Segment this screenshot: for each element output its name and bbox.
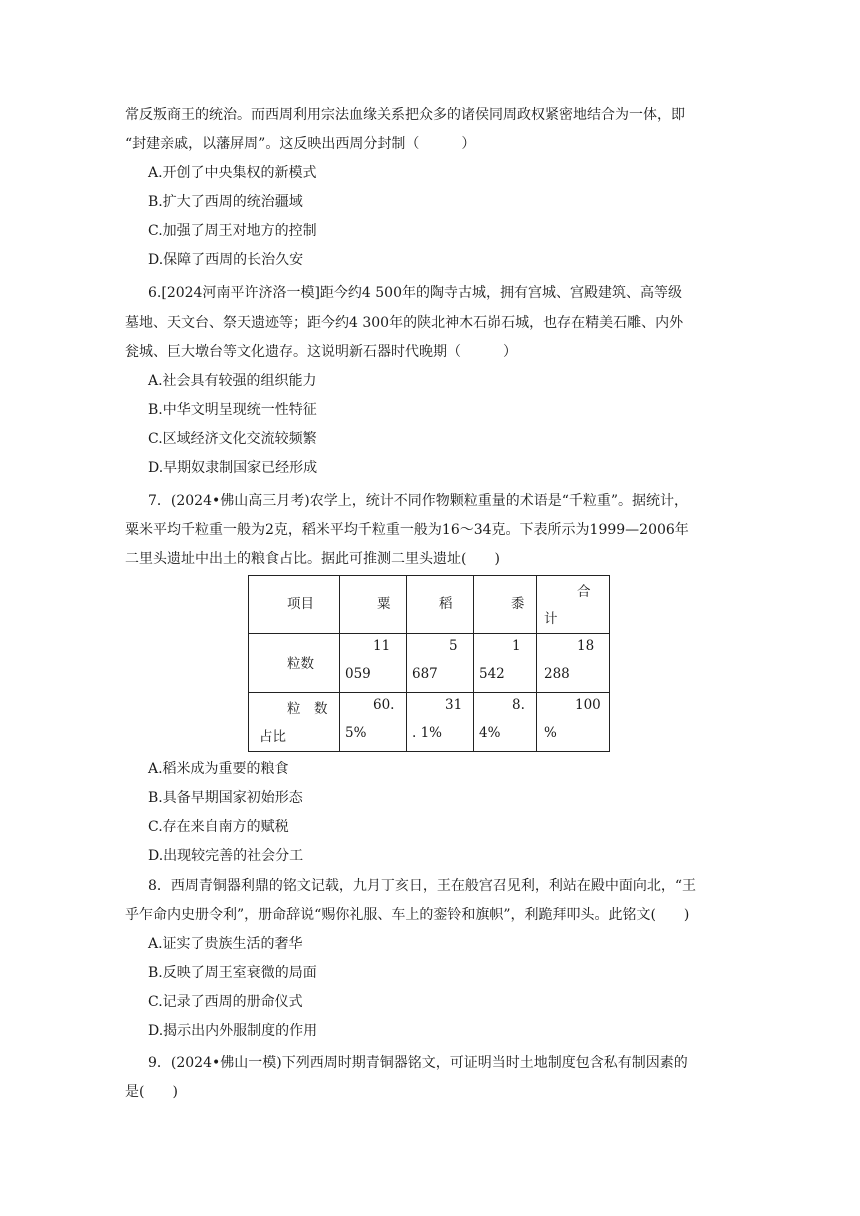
q8-option-a: A.证实了贵族生活的奢华 <box>148 936 303 952</box>
ratio-su-1: 60. <box>373 697 395 713</box>
q7-option-a: A.稻米成为重要的粮食 <box>148 761 289 777</box>
question-6-stem-line-3: 瓮城、巨大墩台等文化遗存。这说明新石器时代晚期（ ） <box>125 344 517 360</box>
header-cell-item <box>249 576 340 634</box>
grain-ratio-table <box>248 575 610 752</box>
question-7-stem-line-3: 二里头遗址中出土的粮食占比。据此可推测二里头遗址( ) <box>125 551 500 567</box>
header-cell-shu <box>474 576 537 634</box>
header-total-label-2: 计 <box>544 611 558 627</box>
ratio-total-2: % <box>544 725 557 741</box>
ratio-dao-cell <box>407 693 474 752</box>
count-label: 粒数 <box>287 656 314 672</box>
ratio-shu-cell <box>474 693 537 752</box>
header-su-label: 粟 <box>377 596 391 612</box>
header-total-label-1: 合 <box>577 584 591 600</box>
question-9-stem-line-2: 是( ) <box>125 1084 178 1100</box>
q8-option-b: B.反映了周王室衰微的局面 <box>148 965 317 981</box>
question-6-stem-line-2: 墓地、天文台、祭天遗迹等；距今约4 300年的陕北神木石峁石城，也存在精美石雕、内外 <box>125 315 684 331</box>
count-dao-1: 5 <box>449 638 458 654</box>
q5-option-a: A.开创了中央集权的新模式 <box>148 165 317 181</box>
ratio-dao-2: . 1% <box>412 725 442 741</box>
q8-option-c: C.记录了西周的册命仪式 <box>148 994 303 1010</box>
ratio-label-1: 粒 数 <box>287 701 328 717</box>
count-su-1: 11 <box>373 638 391 654</box>
question-7-stem-line-1: 7．(2024•佛山高三月考)农学上，统计不同作物颗粒重量的术语是“千粒重”。据统计， <box>148 493 689 509</box>
count-total-1: 18 <box>577 638 595 654</box>
q5-option-d: D.保障了西周的长治久安 <box>148 252 304 268</box>
header-cell-su <box>340 576 407 634</box>
question-7-stem-line-2: 粟米平均千粒重一般为2克，稻米平均千粒重一般为16～34克。下表所示为1999—2006年 <box>125 522 689 538</box>
header-shu-label: 黍 <box>511 596 525 612</box>
question-5-stem-line-1: 常反叛商王的统治。而西周利用宗法血缘关系把众多的诸侯同周政权紧密地结合为一体，即 <box>125 107 685 123</box>
q7-option-c: C.存在来自南方的赋税 <box>148 819 289 835</box>
count-shu-cell <box>474 634 537 693</box>
q5-option-b: B.扩大了西周的统治疆域 <box>148 194 303 210</box>
ratio-su-cell <box>340 693 407 752</box>
count-su-2: 059 <box>345 666 371 682</box>
table-row-count <box>249 634 610 693</box>
q6-option-a: A.社会具有较强的组织能力 <box>148 373 317 389</box>
count-shu-1: 1 <box>512 638 521 654</box>
q7-option-d: D.出现较完善的社会分工 <box>148 848 304 864</box>
count-dao-2: 687 <box>412 666 438 682</box>
header-dao-label: 稻 <box>439 596 453 612</box>
count-su-cell <box>340 634 407 693</box>
ratio-shu-2: 4% <box>479 725 501 741</box>
ratio-su-2: 5% <box>345 725 367 741</box>
ratio-dao-1: 31 <box>445 697 463 713</box>
ratio-total-cell <box>537 693 610 752</box>
ratio-label-cell <box>249 693 340 752</box>
count-label-cell <box>249 634 340 693</box>
table-header-row <box>249 576 610 634</box>
ratio-total-1: 100 <box>575 697 601 713</box>
q6-option-b: B.中华文明呈现统一性特征 <box>148 402 317 418</box>
header-cell-total <box>537 576 610 634</box>
question-8-stem-line-2: 乎乍命内史册令利”，册命辞说“赐你礼服、车上的銮铃和旗帜”，利跪拜叩头。此铭文( ) <box>125 907 690 923</box>
q8-option-d: D.揭示出内外服制度的作用 <box>148 1023 318 1039</box>
ratio-shu-1: 8. <box>512 697 525 713</box>
count-dao-cell <box>407 634 474 693</box>
header-item-label: 项目 <box>287 596 314 612</box>
q7-option-b: B.具备早期国家初始形态 <box>148 790 303 806</box>
ratio-label-2: 占比 <box>259 729 286 745</box>
question-8-stem-line-1: 8．西周青铜器利鼎的铭文记载，九月丁亥日，王在般宫召见利，利站在殿中面向北，“王 <box>148 878 697 894</box>
table-row-ratio <box>249 693 610 752</box>
q5-option-c: C.加强了周王对地方的控制 <box>148 223 317 239</box>
count-shu-2: 542 <box>479 666 505 682</box>
question-5-stem-line-2: “封建亲戚，以藩屏周”。这反映出西周分封制（ ） <box>125 136 476 152</box>
q6-option-d: D.早期奴隶制国家已经形成 <box>148 460 318 476</box>
question-9-stem-line-1: 9．(2024•佛山一模)下列西周时期青铜器铭文，可证明当时土地制度包含私有制因素的 <box>148 1055 688 1071</box>
q6-option-c: C.区域经济文化交流较频繁 <box>148 431 317 447</box>
count-total-2: 288 <box>544 666 570 682</box>
header-cell-dao <box>407 576 474 634</box>
question-6-stem-line-1: 6.[2024河南平许济洛一模]距今约4 500年的陶寺古城，拥有宫城、宫殿建筑、高等级 <box>148 285 682 301</box>
count-total-cell <box>537 634 610 693</box>
